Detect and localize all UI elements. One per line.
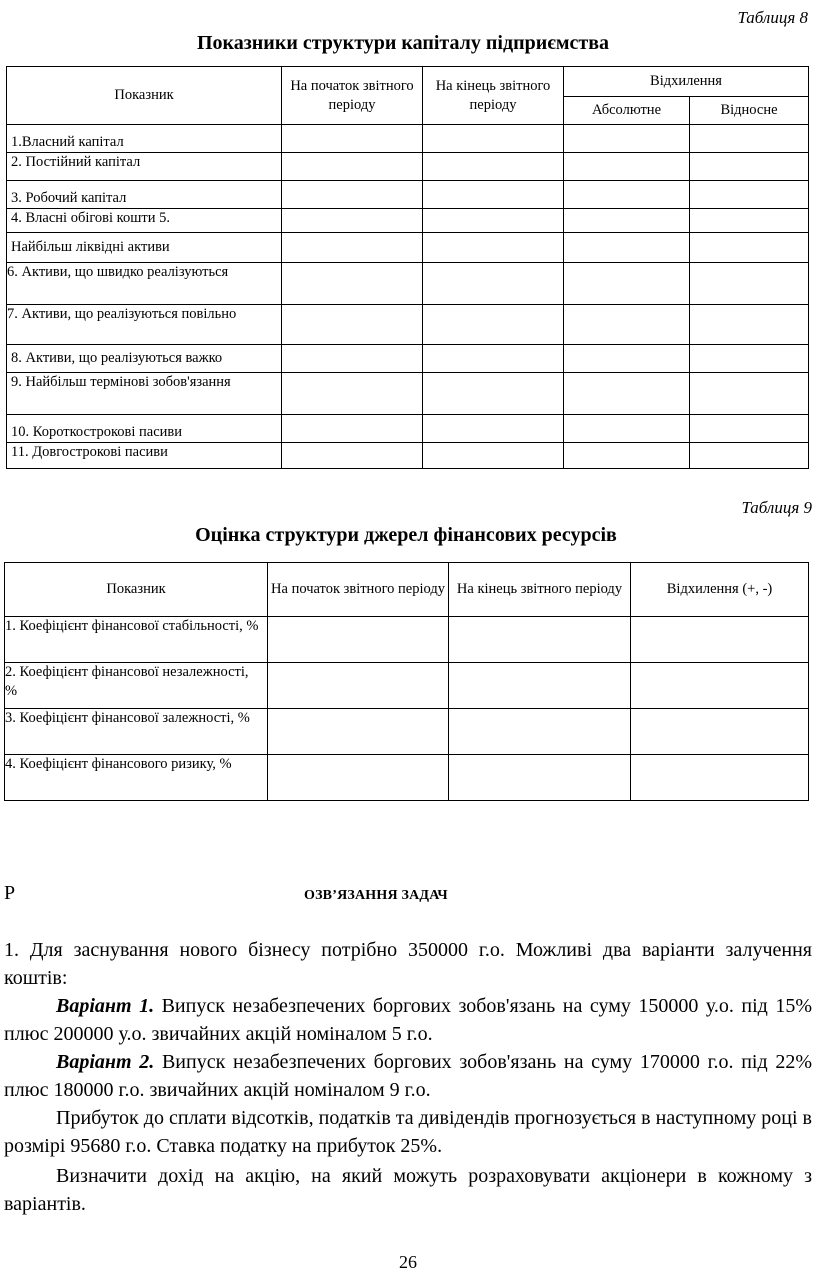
table-row xyxy=(7,305,809,345)
table-row xyxy=(7,345,809,373)
row-label: 9. Найбільш термінові зобов'язання xyxy=(7,373,282,415)
table8-label: Таблиця 8 xyxy=(737,8,808,27)
row-label: 2. Коефіцієнт фінансової незалежності, % xyxy=(5,663,268,709)
row-label: 4. Коефіцієнт фінансового ризику, % xyxy=(5,755,268,801)
row-label: 10. Короткострокові пасиви xyxy=(7,415,282,443)
section-heading-initial: Р xyxy=(4,882,16,904)
variant-1-text: Випуск незабезпечених боргових зобов'язань на суму 150000 у.о. під 15% плюс 200000 у.о. звичайних акцій номіналом 5 г.о. xyxy=(4,995,813,1045)
table8-header-relative: Відносне xyxy=(690,97,809,125)
table-row xyxy=(7,181,809,209)
table-row xyxy=(7,209,809,233)
task-variant-2 xyxy=(4,1048,812,1104)
row-label: 1.Власний капітал xyxy=(7,125,282,153)
variant-2-text: Випуск незабезпечених боргових зобов'язань на суму 170000 г.о. під 22% плюс 180000 г.о. звичайних акцій номіналом 9 г.о. xyxy=(4,1051,813,1101)
row-label: 7. Активи, що реалізуються повільно xyxy=(7,305,282,345)
row-label: 1. Коефіцієнт фінансової стабільності, % xyxy=(5,617,268,663)
variant-1-label: Варіант 1. xyxy=(56,995,155,1017)
row-label: 6. Активи, що швидко реалізуються xyxy=(7,263,282,305)
table8-header-deviation: Відхилення xyxy=(564,67,809,97)
table9 xyxy=(4,562,809,801)
table9-header-indicator: Показник xyxy=(5,563,268,617)
row-label: 8. Активи, що реалізуються важко xyxy=(7,345,282,373)
table-row xyxy=(7,233,809,263)
row-label: 3. Коефіцієнт фінансової залежності, % xyxy=(5,709,268,755)
table8-header-indicator: Показник xyxy=(7,67,282,125)
row-label: 2. Постійний капітал xyxy=(7,153,282,181)
table-row xyxy=(5,663,809,709)
variant-2-label: Варіант 2. xyxy=(56,1051,155,1073)
row-label: 11. Довгострокові пасиви xyxy=(7,443,282,469)
table8-header-end: На кінець звітного періоду xyxy=(423,67,564,125)
table8-title: Показники структури капіталу підприємства xyxy=(196,32,610,54)
task-intro: 1. Для заснування нового бізнесу потрібно 350000 г.о. Можливі два варіанти залучення коштів: xyxy=(4,939,812,989)
table-row xyxy=(7,415,809,443)
table8-header-start: На початок звітного періоду xyxy=(282,67,423,125)
table9-title: Оцінка структури джерел фінансових ресурсів xyxy=(195,524,617,546)
section-heading: ОЗВ’ЯЗАННЯ ЗАДАЧ xyxy=(304,888,448,903)
table-row xyxy=(5,709,809,755)
table-row xyxy=(7,153,809,181)
row-label: Найбільш ліквідні активи xyxy=(7,233,282,263)
page-number: 26 xyxy=(399,1252,417,1272)
task-question: Визначити дохід на акцію, на який можуть розраховувати акціонери в кожному з варіантів. xyxy=(4,1165,812,1215)
table9-label: Таблиця 9 xyxy=(741,498,812,517)
table-row xyxy=(5,755,809,801)
table9-header-end: На кінець звітного періоду xyxy=(449,563,631,617)
table-row xyxy=(5,617,809,663)
table-row xyxy=(7,125,809,153)
table9-header-start: На початок звітного періоду xyxy=(268,563,449,617)
row-label: 3. Робочий капітал xyxy=(7,181,282,209)
table8 xyxy=(6,66,809,469)
task-text xyxy=(4,936,812,1218)
table-row xyxy=(7,443,809,469)
task-variant-1 xyxy=(4,992,812,1048)
table-row xyxy=(7,263,809,305)
table8-header-absolute: Абсолютне xyxy=(564,97,690,125)
table9-header-deviation: Відхилення (+, -) xyxy=(631,563,809,617)
table-row xyxy=(7,373,809,415)
row-label: 4. Власні обігові кошти 5. xyxy=(7,209,282,233)
task-profit: Прибуток до сплати відсотків, податків та дивідендів прогнозується в наступному році в розмірі 95680 г.о. Ставка податку на прибуток 25%. xyxy=(4,1107,812,1157)
